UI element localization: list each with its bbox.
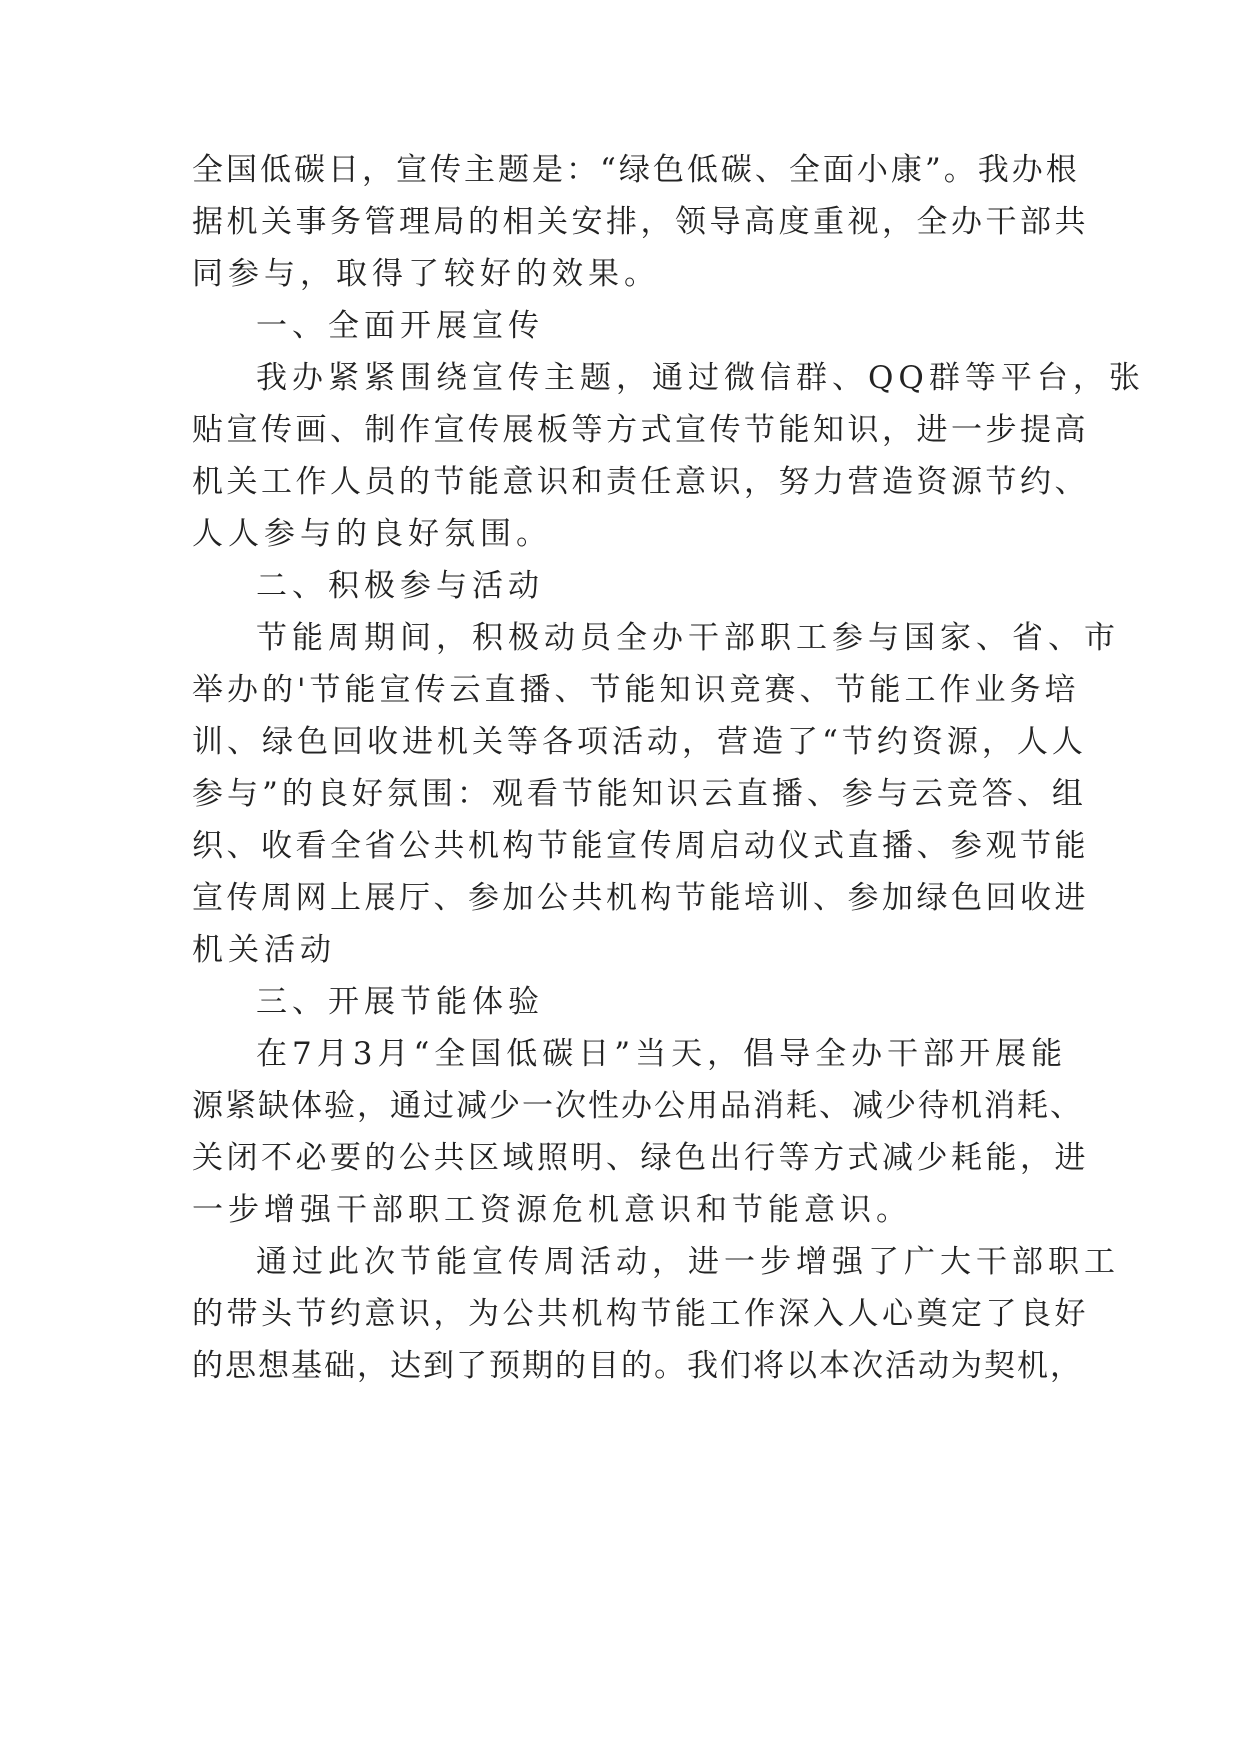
text-line: 训、绿色回收进机关等各项活动，营造了“节约资源，人人 xyxy=(192,724,1087,760)
text-line: 机关活动 xyxy=(192,932,336,968)
text-line: 人人参与的良好氛围。 xyxy=(192,516,552,552)
text-line: 参与”的良好氛围：观看节能知识云直播、参与云竞答、组 xyxy=(192,776,1087,812)
section-heading: 一、全面开展宣传 xyxy=(256,308,544,344)
text-line: 的思想基础，达到了预期的目的。我们将以本次活动为契机， xyxy=(192,1348,1083,1384)
text-line: 举办的'节能宣传云直播、节能知识竞赛、节能工作业务培 xyxy=(192,672,1080,708)
text-line: 在7月3月“全国低碳日”当天，倡导全办干部开展能 xyxy=(256,1036,1068,1072)
text-line: 同参与，取得了较好的效果。 xyxy=(192,256,660,292)
text-line: 我办紧紧围绕宣传主题，通过微信群、QQ群等平台，张 xyxy=(256,360,1145,396)
text-line: 织、收看全省公共机构节能宣传周启动仪式直播、参观节能 xyxy=(192,828,1089,864)
text-line: 关闭不必要的公共区域照明、绿色出行等方式减少耗能，进 xyxy=(192,1140,1089,1176)
section-heading: 二、积极参与活动 xyxy=(256,568,544,604)
text-line: 源紧缺体验，通过减少一次性办公用品消耗、减少待机消耗、 xyxy=(192,1088,1083,1124)
text-line: 据机关事务管理局的相关安排，领导高度重视，全办干部共 xyxy=(192,204,1089,240)
text-line: 机关工作人员的节能意识和责任意识，努力营造资源节约、 xyxy=(192,464,1089,500)
text-line: 全国低碳日，宣传主题是：“绿色低碳、全面小康”。我办根 xyxy=(192,152,1080,188)
text-line: 一步增强干部职工资源危机意识和节能意识。 xyxy=(192,1192,912,1228)
section-heading: 三、开展节能体验 xyxy=(256,984,544,1020)
text-line: 宣传周网上展厅、参加公共机构节能培训、参加绿色回收进 xyxy=(192,880,1089,916)
text-line: 节能周期间，积极动员全办干部职工参与国家、省、市 xyxy=(256,620,1120,656)
text-line: 通过此次节能宣传周活动，进一步增强了广大干部职工 xyxy=(256,1244,1120,1280)
text-line: 贴宣传画、制作宣传展板等方式宣传节能知识，进一步提高 xyxy=(192,412,1089,448)
text-line: 的带头节约意识，为公共机构节能工作深入人心奠定了良好 xyxy=(192,1296,1089,1332)
